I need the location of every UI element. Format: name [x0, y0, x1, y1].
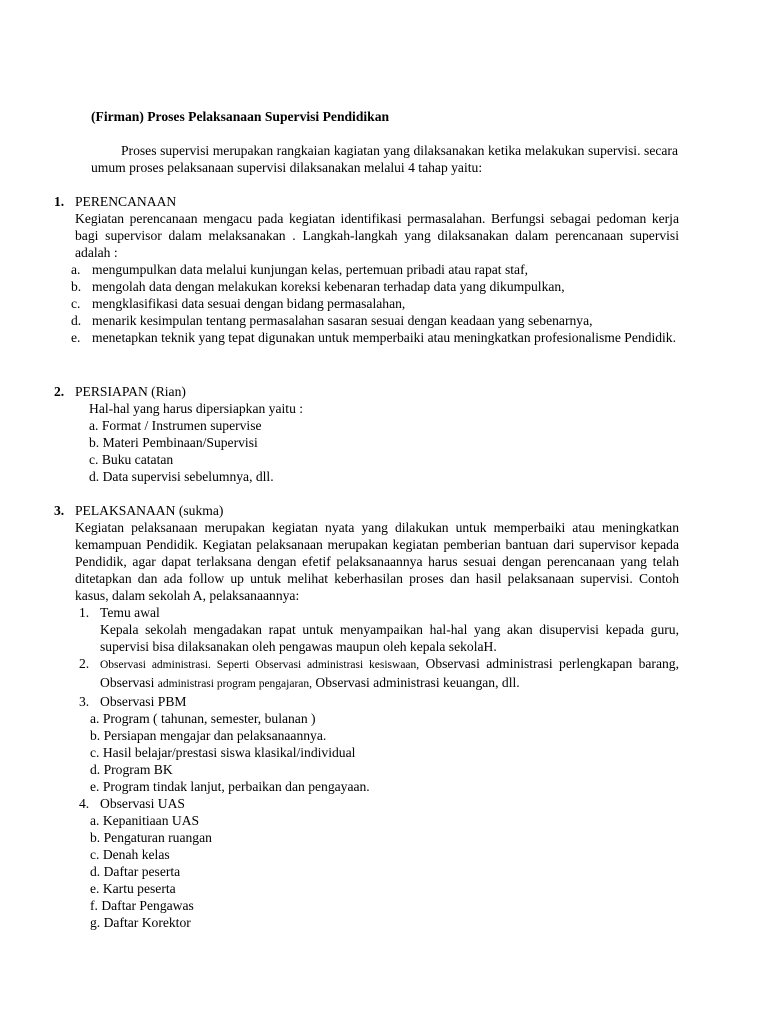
- intro-paragraph: [91, 142, 678, 176]
- list-item: d. Program BK: [90, 762, 173, 777]
- section-number: 2.: [54, 384, 65, 399]
- step-marker: 3.: [79, 694, 90, 709]
- section-title: PELAKSANAAN (sukma): [75, 503, 224, 518]
- list-item: a. Format / Instrumen supervise: [89, 418, 262, 433]
- intro-text: Proses supervisi merupakan rangkaian kagiatan yang dilaksanakan ketika melakukan supervisi. secara umum proses pelaksanaan supervisi dilaksanakan melalui 4 tahap yaitu:: [91, 143, 678, 175]
- step-marker: 4.: [79, 796, 90, 811]
- list-marker: d.: [71, 313, 82, 328]
- section-pelaksanaan: [54, 502, 679, 931]
- document-title: (Firman) Proses Pelaksanaan Supervisi Pendidikan: [91, 109, 390, 124]
- step-detail: Kepala sekolah mengadakan rapat untuk menyampaikan hal-hal yang akan disupervisi kepada guru, supervisi bisa dilaksanakan oleh pengawas maupun oleh kepala sekolaH.: [100, 622, 679, 654]
- step-marker: 1.: [79, 605, 90, 620]
- list-item: b. Materi Pembinaan/Supervisi: [89, 435, 258, 450]
- list-item: d. Data supervisi sebelumnya, dll.: [89, 469, 274, 484]
- list-text: mengumpulkan data melalui kunjungan kelas, pertemuan pribadi atau rapat staf,: [92, 262, 528, 277]
- list-item: c. Denah kelas: [90, 847, 170, 862]
- step-item: [54, 795, 679, 812]
- list-item: a. Program ( tahunan, semester, bulanan ): [90, 711, 316, 726]
- section-body: Kegiatan perencanaan mengacu pada kegiatan identifikasi permasalahan. Berfungsi sebagai pedoman kerja bagi supervisor dalam melaksanakan . Langkah-langkah yang dilaksanakan dalam perencanaan supervisi adalah :: [75, 211, 679, 260]
- list-item: e. Program tindak lanjut, perbaikan dan pengayaan.: [90, 779, 370, 794]
- list-text: menarik kesimpulan tentang permasalahan sasaran sesuai dengan keadaan yang sebenarnya,: [92, 313, 593, 328]
- list-item: [54, 295, 679, 312]
- list-marker: c.: [71, 296, 81, 311]
- section-number: 1.: [54, 194, 65, 209]
- step-item: [54, 693, 679, 710]
- list-item: [54, 329, 679, 346]
- list-text: mengklasifikasi data sesuai dengan bidang permasalahan,: [92, 296, 406, 311]
- step-text-part: administrasi program pengajaran,: [157, 678, 313, 690]
- list-item: [54, 278, 679, 295]
- list-item: c. Hasil belajar/prestasi siswa klasikal/individual: [90, 745, 356, 760]
- list-item: c. Buku catatan: [89, 452, 174, 467]
- step-item: [54, 604, 679, 655]
- list-item: g. Daftar Korektor: [90, 915, 191, 930]
- list-marker: e.: [71, 330, 81, 345]
- step-marker: 2.: [79, 656, 90, 671]
- step-label: Observasi UAS: [100, 796, 185, 811]
- step-text-part: Observasi administrasi keuangan, dll.: [312, 675, 520, 690]
- section-heading: [54, 193, 679, 210]
- list-item: d. Daftar peserta: [90, 864, 181, 879]
- list-item: b. Persiapan mengajar dan pelaksanaannya.: [90, 728, 327, 743]
- step-text-part: Observasi administrasi perlengkapan barang, Observasi: [100, 656, 679, 690]
- list-item: a. Kepanitiaan UAS: [90, 813, 200, 828]
- section-persiapan: [54, 383, 679, 485]
- list-item: b. Pengaturan ruangan: [90, 830, 212, 845]
- step-text-part: Observasi administrasi. Seperti Observasi administrasi kesiswaan,: [100, 659, 420, 671]
- step-item: [54, 655, 679, 693]
- step-label: Temu awal: [100, 605, 160, 620]
- list-item: [54, 312, 679, 329]
- list-item: [54, 261, 679, 278]
- step-label: Observasi PBM: [100, 694, 187, 709]
- list-marker: b.: [71, 279, 82, 294]
- list-marker: a.: [71, 262, 81, 277]
- section-title: PERENCANAAN: [75, 194, 177, 209]
- section-body: Hal-hal yang harus dipersiapkan yaitu :: [89, 401, 304, 416]
- section-number: 3.: [54, 503, 65, 518]
- list-text: mengolah data dengan melakukan koreksi kebenaran terhadap data yang dikumpulkan,: [92, 279, 565, 294]
- list-item: f. Daftar Pengawas: [90, 898, 194, 913]
- section-heading: [54, 383, 679, 400]
- list-item: e. Kartu peserta: [90, 881, 176, 896]
- section-title: PERSIAPAN (Rian): [75, 384, 186, 399]
- section-heading: [54, 502, 679, 519]
- list-text: menetapkan teknik yang tepat digunakan untuk memperbaiki atau meningkatkan profesionalisme Pendidik.: [92, 330, 676, 345]
- section-body: Kegiatan pelaksanaan merupakan kegiatan nyata yang dilakukan untuk memperbaiki atau meningkatkan kemampuan Pendidik. Kegiatan pelaksanaan merupakan kegiatan pemberian bantuan dari supervisor kepada Pendidik, agar dapat terlaksana dengan efetif pelaksanaannya harus sesuai dengan perencanaan yang telah ditetapkan dan ada follow up untuk melihat keberhasilan proses dan hasil pelaksanaan supervisi. Contoh kasus, dalam sekolah A, pelaksanaannya:: [75, 520, 679, 603]
- section-perencanaan: [54, 193, 679, 346]
